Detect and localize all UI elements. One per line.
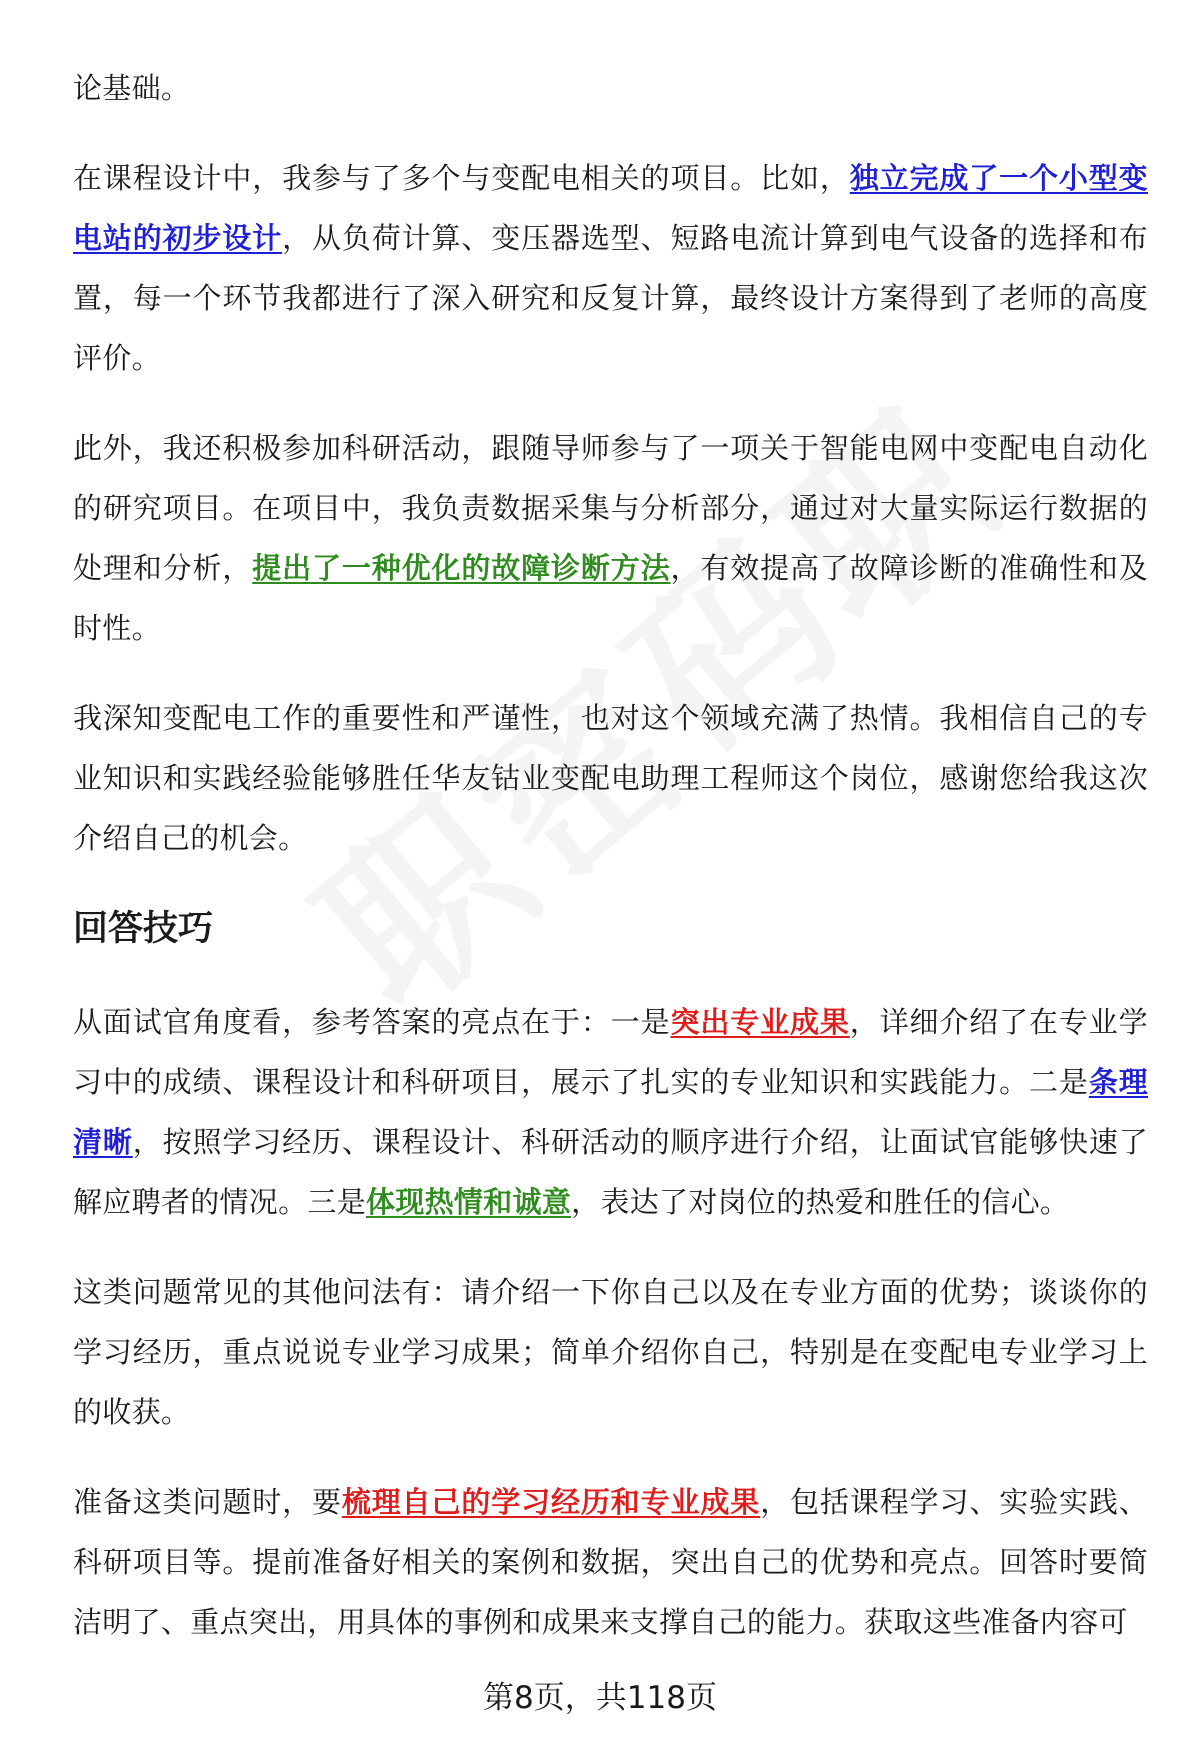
paragraph xyxy=(73,418,1148,658)
answer-section xyxy=(73,58,1148,868)
highlighted-phrase: 提出了一种优化的故障诊断方法 xyxy=(252,551,671,585)
document-body xyxy=(73,58,1148,1682)
paragraph xyxy=(73,58,1148,118)
paragraph xyxy=(73,1262,1148,1442)
paragraph-text: 论基础。 xyxy=(73,71,191,105)
paragraph-text: 从面试官角度看，参考答案的亮点在于：一是 xyxy=(73,1005,671,1039)
paragraph-text: 这类问题常见的其他问法有：请介绍一下你自己以及在专业方面的优势；谈谈你的学习经历，重点说说专业学习成果；简单介绍你自己，特别是在变配电专业学习上的收获。 xyxy=(73,1275,1148,1429)
paragraph-text: 此外，我还积极参加科研活动，跟随导师参与了一项关于智能电网中变配电自动化的研究项目。在项目中，我负责数据采集与分析部分，通过对大量实际运行数据的处理和分析， xyxy=(73,431,1148,585)
highlighted-phrase: 条理清晰 xyxy=(73,1065,1148,1159)
paragraph-text: ，详细介绍了在专业学习中的成绩、课程设计和科研项目，展示了扎实的专业知识和实践能力。二是 xyxy=(73,1005,1148,1099)
paragraph-text: ，从负荷计算、变压器选型、短路电流计算到电气设备的选择和布置，每一个环节我都进行了深入研究和反复计算，最终设计方案得到了老师的高度评价。 xyxy=(73,221,1148,375)
paragraph-text: ，有效提高了故障诊断的准确性和及时性。 xyxy=(73,551,1148,645)
paragraph-text: ，包括课程学习、实验实践、科研项目等。提前准备好相关的案例和数据，突出自己的优势和亮点。回答时要简洁明了、重点突出，用具体的事例和成果来支撑自己的能力。获取这些准备内容可 xyxy=(73,1485,1149,1639)
paragraph-text: 我深知变配电工作的重要性和严谨性，也对这个领域充满了热情。我相信自己的专业知识和实践经验能够胜任华友钴业变配电助理工程师这个岗位，感谢您给我这次介绍自己的机会。 xyxy=(73,701,1148,855)
tips-section xyxy=(73,992,1148,1652)
section-heading: 回答技巧 xyxy=(73,909,214,949)
paragraph xyxy=(73,688,1148,868)
paragraph-text: 准备这类问题时，要 xyxy=(73,1485,342,1519)
paragraph-text: ，表达了对岗位的热爱和胜任的信心。 xyxy=(571,1185,1070,1219)
highlighted-phrase: 梳理自己的学习经历和专业成果 xyxy=(341,1485,761,1519)
highlighted-phrase: 突出专业成果 xyxy=(670,1005,850,1039)
page-number-footer: 第8页，共118页 xyxy=(483,1680,717,1716)
paragraph xyxy=(73,992,1148,1232)
paragraph xyxy=(73,1472,1148,1652)
paragraph-text: 在课程设计中，我参与了多个与变配电相关的项目。比如， xyxy=(73,161,850,195)
highlighted-phrase: 独立完成了一个小型变电站的初步设计 xyxy=(73,161,1148,255)
paragraph xyxy=(73,148,1148,388)
paragraph-text: ，按照学习经历、课程设计、科研活动的顺序进行介绍，让面试官能够快速了解应聘者的情况。三是 xyxy=(73,1125,1149,1219)
highlighted-phrase: 体现热情和诚意 xyxy=(366,1185,572,1219)
